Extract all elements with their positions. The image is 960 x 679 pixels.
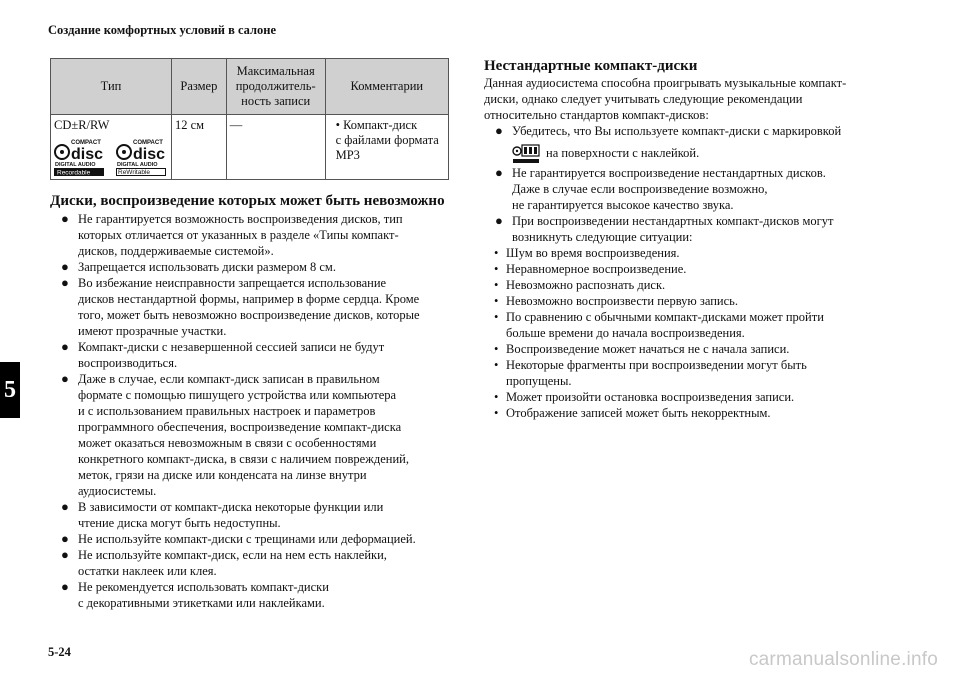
comment-line: • Компакт-диск <box>335 118 418 132</box>
sub-list-item <box>484 277 924 293</box>
sub-list-item <box>484 389 924 405</box>
sub-line: Шум во время воспроизведения. <box>506 246 680 260</box>
bullet-line: Не используйте компакт-диски с трещинами или деформацией. <box>78 532 416 546</box>
watermark: carmanualsonline.info <box>748 649 938 670</box>
sub-list-item <box>484 261 924 277</box>
sub-list-item <box>484 405 924 421</box>
compact-disc-recordable-logo <box>54 138 104 176</box>
left-section-heading: Диски, воспроизведение которых может быть невозможно <box>50 193 445 209</box>
bullet-line: Не гарантируется воспроизведение нестандартных дисков. <box>512 166 826 180</box>
cell-duration: — <box>226 115 325 180</box>
bullet-line: При воспроизведении нестандартных компакт-дисков могут <box>512 214 834 228</box>
list-item <box>50 579 460 611</box>
bullet-dot-icon: ● <box>61 339 69 354</box>
bullet-text-suffix: на поверхности с наклейкой. <box>546 145 700 160</box>
bullet-line: В зависимости от компакт-диска некоторые функции или <box>78 500 384 514</box>
bullet-line: того, может быть невозможно воспроизведение дисков, которые <box>78 308 420 322</box>
right-section-heading: Нестандартные компакт-диски <box>484 58 698 74</box>
bullet-dot-icon: ● <box>61 211 69 226</box>
table-row <box>51 115 449 180</box>
bullet-line: Запрещается использовать диски размером 8 см. <box>78 260 336 274</box>
bullet-dot-icon: ● <box>61 579 69 594</box>
logo-compact-text: COMPACT <box>133 140 163 146</box>
header-line: продолжитель- <box>235 79 316 93</box>
sub-line: больше времени до начала воспроизведения. <box>506 326 745 340</box>
list-item <box>50 531 460 547</box>
sub-line: Невозможно воспроизвести первую запись. <box>506 294 738 308</box>
bullet-dot-icon: ● <box>61 371 69 386</box>
header-line: Максимальная <box>236 64 315 78</box>
bullet-line: Не гарантируется возможность воспроизведения дисков, тип <box>78 212 403 226</box>
bullet-line: формате с помощью пишущего устройства или компьютера <box>78 388 397 402</box>
bullet-dot-icon: ● <box>61 547 69 562</box>
table-header-comments: Комментарии <box>325 59 448 115</box>
sub-bullet-icon: • <box>494 390 499 404</box>
sub-list-item <box>484 357 924 389</box>
sub-bullet-icon: • <box>494 278 499 292</box>
logo-rewritable-text: ReWritable <box>118 169 151 176</box>
disc-logos <box>54 138 168 176</box>
bullet-line: остатки наклеек или клея. <box>78 564 217 578</box>
table-header-duration <box>226 59 325 115</box>
bullet-dot-icon: ● <box>61 499 69 514</box>
bullet-line: Не рекомендуется использовать компакт-диски <box>78 580 329 594</box>
sub-bullet-icon: • <box>494 406 499 420</box>
bullet-text: Убедитесь, что Вы используете компакт-диски с маркировкой <box>512 124 842 138</box>
list-item <box>50 211 460 259</box>
bullet-line: возникнуть следующие ситуации: <box>512 230 693 244</box>
cell-type <box>51 115 172 180</box>
sub-list-item <box>484 293 924 309</box>
sub-line: Невозможно распознать диск. <box>506 278 666 292</box>
page-header: Создание комфортных условий в салоне <box>48 23 277 37</box>
intro-line: диски, однако следует учитывать следующие рекомендации <box>484 92 803 106</box>
list-item <box>50 547 460 579</box>
bullet-dot-icon: ● <box>495 123 503 138</box>
comment-line: MP3 <box>335 148 360 162</box>
logo-digital-audio-text: DIGITAL AUDIO <box>55 162 96 168</box>
compact-disc-rewritable-logo <box>116 138 166 176</box>
comment-line: с файлами формата <box>335 133 439 147</box>
type-value: CD±R/RW <box>54 118 110 132</box>
bullet-line: воспроизводиться. <box>78 356 178 370</box>
cell-size: 12 см <box>171 115 226 180</box>
bullet-line: Даже в случае если воспроизведение возможно, <box>512 182 768 196</box>
chapter-tab: 5 <box>0 362 20 418</box>
bullet-line: Компакт-диски с незавершенной сессией записи не будут <box>78 340 385 354</box>
table-header-row <box>51 59 449 115</box>
sub-line: По сравнению с обычными компакт-дисками может пройти <box>506 310 824 324</box>
bullet-line: чтение диска могут быть недоступны. <box>78 516 281 530</box>
bullet-line: Даже в случае, если компакт-диск записан в правильном <box>78 372 380 386</box>
sub-line: Может произойти остановка воспроизведения записи. <box>506 390 795 404</box>
list-item <box>50 371 460 499</box>
logo-compact-text: COMPACT <box>71 140 101 146</box>
sub-bullet-icon: • <box>494 342 499 356</box>
list-item <box>484 165 924 213</box>
sub-bullet-icon: • <box>494 262 499 276</box>
bullet-line: программного обеспечения, воспроизведение компакт-диска <box>78 420 402 434</box>
intro-line: Данная аудиосистема способна проигрывать музыкальные компакт- <box>484 76 847 90</box>
logo-recordable-text: Recordable <box>57 169 91 176</box>
left-bullet-list <box>50 211 460 611</box>
intro-line: относительно стандартов компакт-дисков: <box>484 108 709 122</box>
bullet-line: Не используйте компакт-диск, если на нем есть наклейки, <box>78 548 387 562</box>
bullet-dot-icon: ● <box>61 275 69 290</box>
bullet-line: аудиосистемы. <box>78 484 157 498</box>
bullet-dot-icon: ● <box>61 259 69 274</box>
sub-line: Отображение записей может быть некорректным. <box>506 406 771 420</box>
bullet-dot-icon: ● <box>495 165 503 180</box>
sub-list-item <box>484 245 924 261</box>
sub-line: Воспроизведение может начаться не с начала записи. <box>506 342 790 356</box>
situations-list <box>484 245 924 421</box>
list-item <box>484 213 924 245</box>
bullet-line: конкретного компакт-диска, в связи с наличием повреждений, <box>78 452 409 466</box>
list-item <box>50 275 460 339</box>
bullet-line: не гарантируется высокое качество звука. <box>512 198 734 212</box>
list-item <box>50 259 460 275</box>
logo-disc-text: disc <box>133 146 166 163</box>
sub-bullet-icon: • <box>494 294 499 308</box>
bullet-line: и с использованием правильных настроек и параметров <box>78 404 376 418</box>
sub-list-item <box>484 309 924 341</box>
list-item <box>50 339 460 371</box>
disc-types-table <box>50 58 449 180</box>
list-item <box>484 123 924 165</box>
compact-disc-logo <box>512 143 540 165</box>
header-line: ность записи <box>241 94 311 108</box>
bullet-line: дисков, поддерживаемые системой». <box>78 244 274 258</box>
right-content <box>484 75 924 421</box>
bullet-dot-icon: ● <box>61 531 69 546</box>
sub-list-item <box>484 341 924 357</box>
sub-line: Некоторые фрагменты при воспроизведении могут быть <box>506 358 807 372</box>
list-item <box>50 499 460 531</box>
page-number: 5-24 <box>48 645 71 659</box>
table-header-size: Размер <box>171 59 226 115</box>
cell-comments <box>325 115 448 180</box>
logo-digital-audio-text: DIGITAL AUDIO <box>117 162 158 168</box>
bullet-line: может оказаться невозможным в связи с особенностями <box>78 436 377 450</box>
bullet-line: меток, грязи на диске или конденсата на линзе внутри <box>78 468 367 482</box>
sub-line: Неравномерное воспроизведение. <box>506 262 687 276</box>
bullet-dot-icon: ● <box>495 213 503 228</box>
bullet-line: которых отличается от указанных в разделе «Типы компакт- <box>78 228 399 242</box>
logo-disc-text: disc <box>71 146 104 163</box>
right-intro <box>484 75 924 123</box>
bullet-logo-line <box>512 143 924 165</box>
table-header-type: Тип <box>51 59 172 115</box>
sub-bullet-icon: • <box>494 246 499 260</box>
bullet-line: Во избежание неисправности запрещается использование <box>78 276 387 290</box>
sub-bullet-icon: • <box>494 358 499 372</box>
sub-line: пропущены. <box>506 374 572 388</box>
bullet-line: имеют прозрачные участки. <box>78 324 227 338</box>
bullet-line: дисков нестандартной формы, например в форме сердца. Кроме <box>78 292 420 306</box>
bullet-line: с декоративными этикетками или наклейками. <box>78 596 325 610</box>
sub-bullet-icon: • <box>494 310 499 324</box>
